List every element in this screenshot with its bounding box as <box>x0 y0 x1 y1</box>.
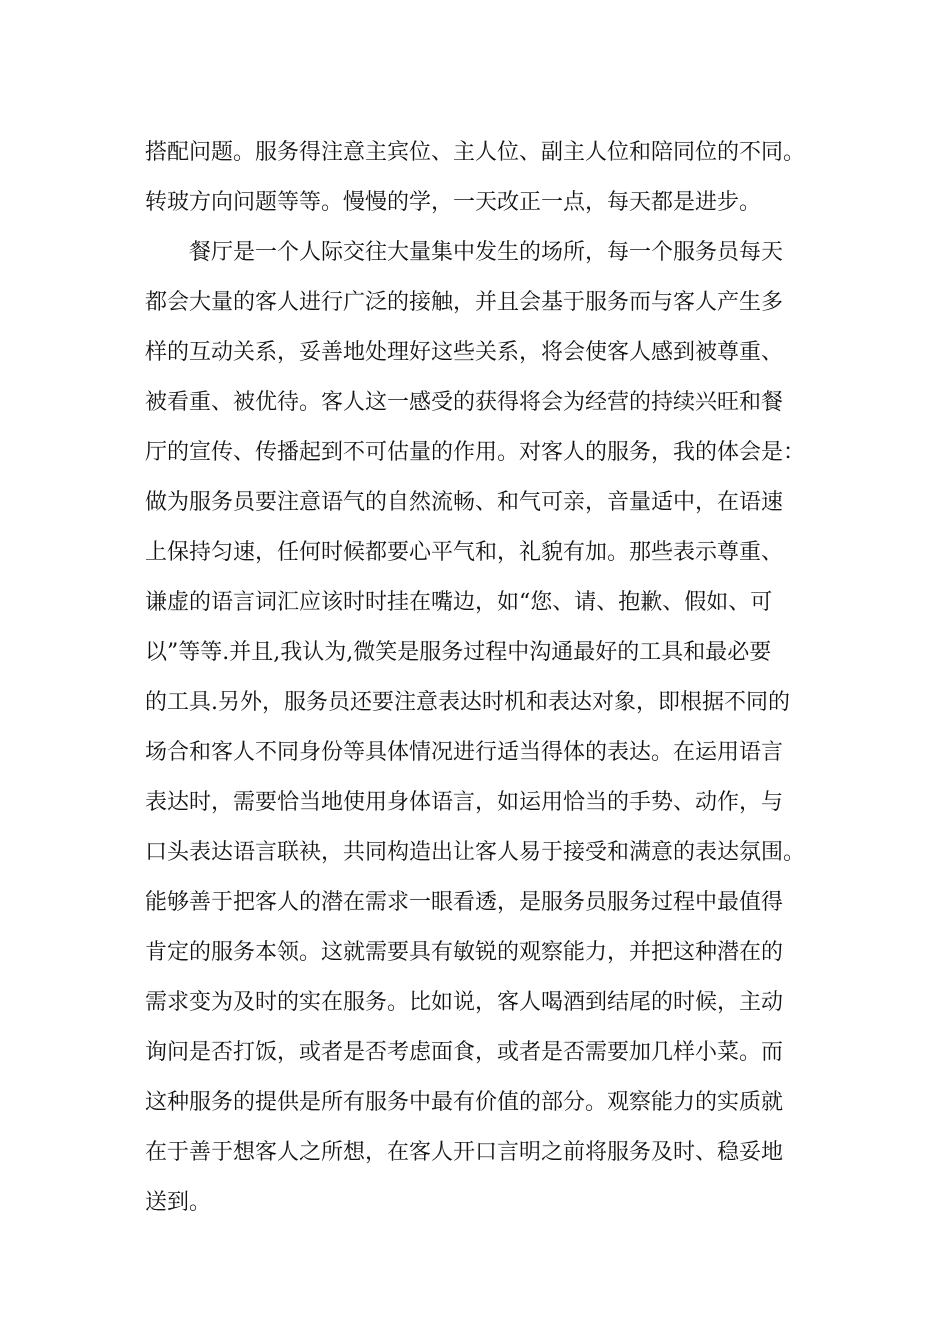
text-line: 需求变为及时的实在服务。比如说，客人喝酒到结尾的时候，主动 <box>145 990 784 1015</box>
text-line: 询问是否打饭，或者是否考虑面食，或者是否需要加几样小菜。而 <box>145 1040 784 1065</box>
paragraph-start-line: 餐厅是一个人际交往大量集中发生的场所，每一个服务员每天 <box>189 240 784 265</box>
text-line: 能够善于把客人的潜在需求一眼看透，是服务员服务过程中最值得 <box>145 890 784 915</box>
text-line: 上保持匀速，任何时候都要心平气和，礼貌有加。那些表示尊重、 <box>145 540 784 565</box>
text-line: 的工具.另外，服务员还要注意表达时机和表达对象，即根据不同的 <box>145 690 790 715</box>
text-line: 以”等等.并且,我认为,微笑是服务过程中沟通最好的工具和最必要 <box>145 640 772 665</box>
text-line: 场合和客人不同身份等具体情况进行适当得体的表达。在运用语言 <box>145 740 784 765</box>
text-line: 表达时，需要恰当地使用身体语言，如运用恰当的手势、动作，与 <box>145 790 784 815</box>
text-line: 样的互动关系，妥善地处理好这些关系，将会使客人感到被尊重、 <box>145 340 784 365</box>
text-line: 转玻方向问题等等。慢慢的学，一天改正一点，每天都是进步。 <box>145 190 762 215</box>
text-line: 在于善于想客人之所想，在客人开口言明之前将服务及时、稳妥地 <box>145 1140 784 1165</box>
text-line: 厅的宣传、传播起到不可估量的作用。对客人的服务，我的体会是： <box>145 440 806 465</box>
text-line: 送到。 <box>145 1190 212 1215</box>
text-line: 搭配问题。服务得注意主宾位、主人位、副主人位和陪同位的不同。 <box>145 140 806 165</box>
text-line: 被看重、被优待。客人这一感受的获得将会为经营的持续兴旺和餐 <box>145 390 784 415</box>
text-line: 做为服务员要注意语气的自然流畅、和气可亲，音量适中，在语速 <box>145 490 784 515</box>
text-line: 这种服务的提供是所有服务中最有价值的部分。观察能力的实质就 <box>145 1090 784 1115</box>
text-line: 谦虚的语言词汇应该时时挂在嘴边，如“您、请、抱歉、假如、可 <box>145 590 773 615</box>
text-line: 口头表达语言联袂，共同构造出让客人易于接受和满意的表达氛围。 <box>145 840 806 865</box>
document-body <box>145 128 825 1228</box>
text-line: 肯定的服务本领。这就需要具有敏锐的观察能力，并把这种潜在的 <box>145 940 784 965</box>
text-line: 都会大量的客人进行广泛的接触，并且会基于服务而与客人产生多 <box>145 290 784 315</box>
